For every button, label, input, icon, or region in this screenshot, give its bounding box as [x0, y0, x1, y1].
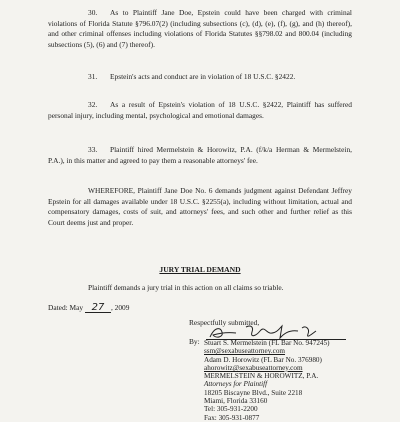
attorney-signature-block	[204, 339, 384, 422]
paragraph-text: Plaintiff hired Mermelstein & Horowitz, P.A. (f/k/a Herman & Mermelstein, P.A.), in this matter and agreed to pay them a reasonable attorneys' fee.	[48, 145, 352, 165]
paragraph-30	[48, 8, 352, 50]
wherefore-text: WHEREFORE, Plaintiff Jane Doe No. 6 demands judgment against Defendant Jeffrey Epstein for all damages available under 18 U.S.C. §2255(a), including without limitation, actual and compensatory damages, costs of suit, and attorneys' fees, and such other and further relief as this Court deems just and proper.	[48, 186, 352, 227]
firm-name: MERMELSTEIN & HOROWITZ, P.A.	[204, 372, 319, 381]
wherefore-paragraph	[48, 186, 352, 228]
jury-trial-demand-heading: JURY TRIAL DEMAND	[159, 265, 241, 274]
firm-address-street: 18205 Biscayne Blvd., Suite 2218	[204, 388, 303, 397]
firm-fax: Fax: 305-931-0877	[204, 413, 260, 422]
paragraph-number: 31.	[88, 72, 98, 81]
firm-address-city: Miami, Florida 33160	[204, 397, 268, 406]
paragraph-number: 32.	[88, 100, 98, 109]
paragraph-text: As to Plaintiff Jane Doe, Epstein could have been charged with criminal violations of Florida Statute §796.07(2) (including subsections (c), (d), (e), (f), (g), and (h) thereof), and other criminal offenses including violations of Florida Statutes §§798.02 and 800.04 (including subsections (5), (6) and (7) thereof).	[48, 8, 352, 49]
paragraph-number: 33.	[88, 145, 98, 154]
attorneys-for-plaintiff: Attorneys for Plaintiff	[204, 380, 268, 389]
attorney-line-1: Stuart S. Mermelstein (FL Bar No. 947245)	[204, 339, 330, 347]
respectfully-submitted: Respectfully submitted,	[189, 318, 260, 327]
paragraph-number: 30.	[88, 8, 98, 17]
paragraph-text: As a result of Epstein's violation of 18 U.S.C. §2422, Plaintiff has suffered personal injury, including mental, psychological and emotional damages.	[48, 100, 352, 120]
attorney-line-2: Adam D. Horowitz (FL Bar No. 376980)	[204, 355, 322, 364]
dated-day-handwritten: 27	[85, 303, 111, 313]
paragraph-32	[48, 100, 352, 121]
dated-year: , 2009	[110, 303, 130, 312]
by-label: By:	[189, 337, 200, 346]
paragraph-31	[48, 72, 352, 83]
paragraph-33	[48, 145, 352, 166]
jury-demand-text: Plaintiff demands a jury trial in this action on all claims so triable.	[88, 283, 284, 292]
paragraph-text: Epstein's acts and conduct are in violation of 18 U.S.C. §2422.	[110, 72, 296, 81]
jury-demand-paragraph	[48, 283, 352, 294]
dated-line	[48, 303, 129, 314]
dated-prefix: Dated: May	[48, 303, 84, 312]
attorney-email-2[interactable]: ahorowitz@sexabuseattorney.com	[204, 363, 303, 372]
attorney-email-1[interactable]: ssm@sexabuseattorney.com	[204, 347, 286, 356]
firm-telephone: Tel: 305-931-2200	[204, 405, 258, 414]
